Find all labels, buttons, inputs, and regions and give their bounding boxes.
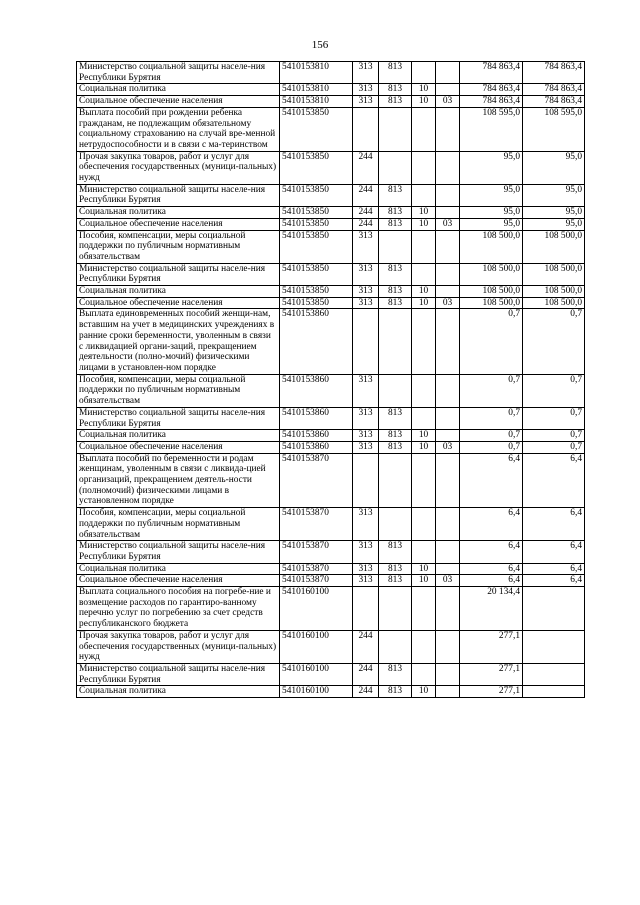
section-code-cell xyxy=(412,62,436,84)
amount-col-1-cell: 784 863,4 xyxy=(460,62,523,84)
expense-type-code-cell: 313 xyxy=(353,297,379,309)
subsection-code-cell xyxy=(436,286,460,298)
item-name-cell: Пособия, компенсации, меры социальной поддержки по публичным нормативным обязательствам xyxy=(77,374,280,407)
item-name-cell: Министерство социальной защиты населе-ния Республики Бурятия xyxy=(77,663,280,685)
amount-col-2-cell: 6,4 xyxy=(523,541,585,563)
table-row xyxy=(77,84,585,96)
amount-col-2-cell: 0,7 xyxy=(523,430,585,442)
table-row xyxy=(77,407,585,429)
subsection-code-cell xyxy=(436,541,460,563)
amount-col-2-cell: 6,4 xyxy=(523,453,585,508)
expense-type-code-cell: 313 xyxy=(353,374,379,407)
grbs-code-cell: 813 xyxy=(379,96,412,108)
target-article-code-cell: 5410160100 xyxy=(280,663,353,685)
amount-col-1-cell: 277,1 xyxy=(460,630,523,663)
target-article-code-cell: 5410153810 xyxy=(280,96,353,108)
target-article-code-cell: 5410153850 xyxy=(280,151,353,184)
item-name-cell: Министерство социальной защиты населе-ния Республики Бурятия xyxy=(77,407,280,429)
section-code-cell: 10 xyxy=(412,96,436,108)
grbs-code-cell xyxy=(379,309,412,374)
grbs-code-cell: 813 xyxy=(379,184,412,206)
expense-type-code-cell: 313 xyxy=(353,508,379,541)
expense-type-code-cell: 313 xyxy=(353,407,379,429)
amount-col-2-cell: 108 500,0 xyxy=(523,263,585,285)
table-row xyxy=(77,230,585,263)
subsection-code-cell xyxy=(436,663,460,685)
target-article-code-cell: 5410153850 xyxy=(280,184,353,206)
grbs-code-cell xyxy=(379,107,412,151)
section-code-cell xyxy=(412,587,436,631)
section-code-cell: 10 xyxy=(412,297,436,309)
amount-col-2-cell: 6,4 xyxy=(523,575,585,587)
target-article-code-cell: 5410153850 xyxy=(280,107,353,151)
amount-col-1-cell: 0,7 xyxy=(460,441,523,453)
table-row xyxy=(77,184,585,206)
subsection-code-cell: 03 xyxy=(436,575,460,587)
grbs-code-cell xyxy=(379,151,412,184)
grbs-code-cell: 813 xyxy=(379,62,412,84)
grbs-code-cell xyxy=(379,230,412,263)
amount-col-2-cell: 0,7 xyxy=(523,309,585,374)
subsection-code-cell xyxy=(436,230,460,263)
item-name-cell: Социальная политика xyxy=(77,686,280,698)
expense-type-code-cell: 244 xyxy=(353,207,379,219)
grbs-code-cell xyxy=(379,630,412,663)
amount-col-1-cell: 0,7 xyxy=(460,374,523,407)
target-article-code-cell: 5410153860 xyxy=(280,374,353,407)
table-row xyxy=(77,286,585,298)
item-name-cell: Социальное обеспечение населения xyxy=(77,218,280,230)
target-article-code-cell: 5410153850 xyxy=(280,207,353,219)
amount-col-1-cell: 277,1 xyxy=(460,663,523,685)
expense-type-code-cell: 313 xyxy=(353,575,379,587)
amount-col-2-cell: 108 500,0 xyxy=(523,286,585,298)
amount-col-2-cell: 95,0 xyxy=(523,218,585,230)
subsection-code-cell xyxy=(436,453,460,508)
item-name-cell: Выплата социального пособия на погребе-ние и возмещение расходов по гарантиро-ванному перечню услуг по погребению за счет средств республиканского бюджета xyxy=(77,587,280,631)
table-row xyxy=(77,587,585,631)
section-code-cell xyxy=(412,508,436,541)
section-code-cell: 10 xyxy=(412,430,436,442)
subsection-code-cell xyxy=(436,207,460,219)
subsection-code-cell xyxy=(436,430,460,442)
item-name-cell: Прочая закупка товаров, работ и услуг для обеспечения государственных (муници-пальных) нужд xyxy=(77,151,280,184)
amount-col-2-cell: 0,7 xyxy=(523,374,585,407)
amount-col-1-cell: 95,0 xyxy=(460,151,523,184)
grbs-code-cell: 813 xyxy=(379,686,412,698)
grbs-code-cell: 813 xyxy=(379,441,412,453)
amount-col-1-cell: 20 134,4 xyxy=(460,587,523,631)
target-article-code-cell: 5410153860 xyxy=(280,407,353,429)
section-code-cell xyxy=(412,374,436,407)
target-article-code-cell: 5410153810 xyxy=(280,62,353,84)
amount-col-1-cell: 6,4 xyxy=(460,453,523,508)
budget-table xyxy=(76,61,585,698)
subsection-code-cell: 03 xyxy=(436,96,460,108)
expense-type-code-cell: 313 xyxy=(353,62,379,84)
subsection-code-cell xyxy=(436,563,460,575)
table-row xyxy=(77,686,585,698)
grbs-code-cell xyxy=(379,453,412,508)
item-name-cell: Министерство социальной защиты населе-ния Республики Бурятия xyxy=(77,263,280,285)
amount-col-1-cell: 95,0 xyxy=(460,218,523,230)
grbs-code-cell: 813 xyxy=(379,297,412,309)
amount-col-1-cell: 95,0 xyxy=(460,184,523,206)
item-name-cell: Выплата пособий при рождении ребенка гражданам, не подлежащим обязательному социальному страхованию на случай вре-менной нетрудоспособности и в связи с ма-теринством xyxy=(77,107,280,151)
item-name-cell: Социальное обеспечение населения xyxy=(77,441,280,453)
target-article-code-cell: 5410153870 xyxy=(280,541,353,563)
table-row xyxy=(77,508,585,541)
section-code-cell xyxy=(412,630,436,663)
expense-type-code-cell: 244 xyxy=(353,218,379,230)
table-row xyxy=(77,207,585,219)
item-name-cell: Выплата пособий по беременности и родам женщинам, уволенным в связи с ликвида-цией организаций, прекращением деятель-ности (полномочий) физическими лицами в установленном порядке xyxy=(77,453,280,508)
section-code-cell xyxy=(412,230,436,263)
target-article-code-cell: 5410153870 xyxy=(280,453,353,508)
table-row xyxy=(77,575,585,587)
grbs-code-cell: 813 xyxy=(379,663,412,685)
grbs-code-cell: 813 xyxy=(379,407,412,429)
item-name-cell: Социальное обеспечение населения xyxy=(77,96,280,108)
table-row xyxy=(77,630,585,663)
amount-col-2-cell: 784 863,4 xyxy=(523,84,585,96)
item-name-cell: Прочая закупка товаров, работ и услуг для обеспечения государственных (муници-пальных) нужд xyxy=(77,630,280,663)
grbs-code-cell: 813 xyxy=(379,207,412,219)
table-row xyxy=(77,374,585,407)
section-code-cell xyxy=(412,407,436,429)
expense-type-code-cell: 313 xyxy=(353,84,379,96)
expense-type-code-cell xyxy=(353,587,379,631)
amount-col-1-cell: 108 595,0 xyxy=(460,107,523,151)
amount-col-1-cell: 108 500,0 xyxy=(460,230,523,263)
amount-col-1-cell: 6,4 xyxy=(460,508,523,541)
section-code-cell: 10 xyxy=(412,441,436,453)
subsection-code-cell xyxy=(436,84,460,96)
target-article-code-cell: 5410153870 xyxy=(280,575,353,587)
target-article-code-cell: 5410153870 xyxy=(280,508,353,541)
section-code-cell: 10 xyxy=(412,286,436,298)
expense-type-code-cell xyxy=(353,107,379,151)
section-code-cell: 10 xyxy=(412,207,436,219)
subsection-code-cell: 03 xyxy=(436,297,460,309)
amount-col-1-cell: 784 863,4 xyxy=(460,96,523,108)
amount-col-1-cell: 95,0 xyxy=(460,207,523,219)
target-article-code-cell: 5410153860 xyxy=(280,441,353,453)
amount-col-2-cell: 108 595,0 xyxy=(523,107,585,151)
item-name-cell: Социальная политика xyxy=(77,84,280,96)
section-code-cell: 10 xyxy=(412,218,436,230)
subsection-code-cell: 03 xyxy=(436,218,460,230)
expense-type-code-cell xyxy=(353,309,379,374)
subsection-code-cell xyxy=(436,107,460,151)
amount-col-1-cell: 6,4 xyxy=(460,541,523,563)
table-row xyxy=(77,96,585,108)
amount-col-2-cell: 0,7 xyxy=(523,407,585,429)
expense-type-code-cell: 313 xyxy=(353,230,379,263)
expense-type-code-cell: 313 xyxy=(353,286,379,298)
table-body xyxy=(77,62,585,698)
item-name-cell: Министерство социальной защиты населе-ния Республики Бурятия xyxy=(77,541,280,563)
expense-type-code-cell: 313 xyxy=(353,541,379,563)
amount-col-2-cell: 108 500,0 xyxy=(523,297,585,309)
amount-col-2-cell: 108 500,0 xyxy=(523,230,585,263)
item-name-cell: Социальная политика xyxy=(77,286,280,298)
expense-type-code-cell: 244 xyxy=(353,184,379,206)
subsection-code-cell xyxy=(436,62,460,84)
expense-type-code-cell: 313 xyxy=(353,563,379,575)
subsection-code-cell xyxy=(436,374,460,407)
target-article-code-cell: 5410160100 xyxy=(280,630,353,663)
amount-col-1-cell: 6,4 xyxy=(460,575,523,587)
table-row xyxy=(77,441,585,453)
section-code-cell xyxy=(412,151,436,184)
amount-col-2-cell: 95,0 xyxy=(523,184,585,206)
amount-col-1-cell: 0,7 xyxy=(460,430,523,442)
amount-col-1-cell: 108 500,0 xyxy=(460,297,523,309)
grbs-code-cell: 813 xyxy=(379,563,412,575)
target-article-code-cell: 5410153810 xyxy=(280,84,353,96)
amount-col-2-cell: 784 863,4 xyxy=(523,96,585,108)
amount-col-2-cell xyxy=(523,587,585,631)
amount-col-2-cell: 6,4 xyxy=(523,563,585,575)
target-article-code-cell: 5410153860 xyxy=(280,309,353,374)
section-code-cell: 10 xyxy=(412,563,436,575)
table-row xyxy=(77,430,585,442)
table-row xyxy=(77,107,585,151)
expense-type-code-cell: 313 xyxy=(353,263,379,285)
table-row xyxy=(77,563,585,575)
table-row xyxy=(77,541,585,563)
subsection-code-cell xyxy=(436,686,460,698)
item-name-cell: Выплата единовременных пособий женщи-нам, вставшим на учет в медицинских учреждениях в ранние сроки беременности, уволенным в связи с ликвидацией органи-заций, прекращением деятельности (полно-мочий) физическими лицами в установлен-ном порядке xyxy=(77,309,280,374)
item-name-cell: Социальная политика xyxy=(77,207,280,219)
item-name-cell: Социальное обеспечение населения xyxy=(77,297,280,309)
target-article-code-cell: 5410153850 xyxy=(280,230,353,263)
subsection-code-cell: 03 xyxy=(436,441,460,453)
subsection-code-cell xyxy=(436,508,460,541)
subsection-code-cell xyxy=(436,151,460,184)
expense-type-code-cell: 313 xyxy=(353,96,379,108)
section-code-cell: 10 xyxy=(412,575,436,587)
amount-col-2-cell: 784 863,4 xyxy=(523,62,585,84)
target-article-code-cell: 5410160100 xyxy=(280,686,353,698)
expense-type-code-cell: 244 xyxy=(353,630,379,663)
item-name-cell: Министерство социальной защиты населе-ния Республики Бурятия xyxy=(77,62,280,84)
target-article-code-cell: 5410153870 xyxy=(280,563,353,575)
grbs-code-cell: 813 xyxy=(379,541,412,563)
subsection-code-cell xyxy=(436,263,460,285)
item-name-cell: Пособия, компенсации, меры социальной поддержки по публичным нормативным обязательствам xyxy=(77,230,280,263)
item-name-cell: Пособия, компенсации, меры социальной поддержки по публичным нормативным обязательствам xyxy=(77,508,280,541)
expense-type-code-cell xyxy=(353,453,379,508)
grbs-code-cell xyxy=(379,508,412,541)
table-row xyxy=(77,263,585,285)
table-row xyxy=(77,151,585,184)
subsection-code-cell xyxy=(436,630,460,663)
expense-type-code-cell: 244 xyxy=(353,686,379,698)
expense-type-code-cell: 313 xyxy=(353,441,379,453)
section-code-cell xyxy=(412,107,436,151)
section-code-cell xyxy=(412,263,436,285)
amount-col-1-cell: 784 863,4 xyxy=(460,84,523,96)
subsection-code-cell xyxy=(436,407,460,429)
amount-col-1-cell: 0,7 xyxy=(460,309,523,374)
item-name-cell: Министерство социальной защиты населе-ния Республики Бурятия xyxy=(77,184,280,206)
section-code-cell: 10 xyxy=(412,686,436,698)
target-article-code-cell: 5410153850 xyxy=(280,263,353,285)
amount-col-1-cell: 6,4 xyxy=(460,563,523,575)
table-row xyxy=(77,663,585,685)
target-article-code-cell: 5410153850 xyxy=(280,297,353,309)
target-article-code-cell: 5410153860 xyxy=(280,430,353,442)
grbs-code-cell: 813 xyxy=(379,286,412,298)
target-article-code-cell: 5410153850 xyxy=(280,218,353,230)
section-code-cell xyxy=(412,663,436,685)
grbs-code-cell: 813 xyxy=(379,218,412,230)
item-name-cell: Социальная политика xyxy=(77,430,280,442)
section-code-cell xyxy=(412,541,436,563)
table-row xyxy=(77,62,585,84)
amount-col-2-cell xyxy=(523,686,585,698)
amount-col-2-cell: 95,0 xyxy=(523,151,585,184)
grbs-code-cell xyxy=(379,587,412,631)
table-row xyxy=(77,453,585,508)
section-code-cell xyxy=(412,184,436,206)
section-code-cell: 10 xyxy=(412,84,436,96)
page-number: 156 xyxy=(311,39,329,51)
item-name-cell: Социальная политика xyxy=(77,563,280,575)
subsection-code-cell xyxy=(436,309,460,374)
grbs-code-cell xyxy=(379,374,412,407)
amount-col-2-cell: 0,7 xyxy=(523,441,585,453)
grbs-code-cell: 813 xyxy=(379,575,412,587)
subsection-code-cell xyxy=(436,184,460,206)
amount-col-2-cell: 6,4 xyxy=(523,508,585,541)
expense-type-code-cell: 244 xyxy=(353,151,379,184)
amount-col-1-cell: 0,7 xyxy=(460,407,523,429)
section-code-cell xyxy=(412,453,436,508)
grbs-code-cell: 813 xyxy=(379,263,412,285)
target-article-code-cell: 5410160100 xyxy=(280,587,353,631)
expense-type-code-cell: 313 xyxy=(353,430,379,442)
table-row xyxy=(77,218,585,230)
expense-type-code-cell: 244 xyxy=(353,663,379,685)
subsection-code-cell xyxy=(436,587,460,631)
grbs-code-cell: 813 xyxy=(379,84,412,96)
amount-col-2-cell xyxy=(523,663,585,685)
table-row xyxy=(77,309,585,374)
amount-col-1-cell: 277,1 xyxy=(460,686,523,698)
amount-col-1-cell: 108 500,0 xyxy=(460,263,523,285)
amount-col-2-cell: 95,0 xyxy=(523,207,585,219)
section-code-cell xyxy=(412,309,436,374)
grbs-code-cell: 813 xyxy=(379,430,412,442)
amount-col-2-cell xyxy=(523,630,585,663)
table-row xyxy=(77,297,585,309)
target-article-code-cell: 5410153850 xyxy=(280,286,353,298)
item-name-cell: Социальное обеспечение населения xyxy=(77,575,280,587)
amount-col-1-cell: 108 500,0 xyxy=(460,286,523,298)
